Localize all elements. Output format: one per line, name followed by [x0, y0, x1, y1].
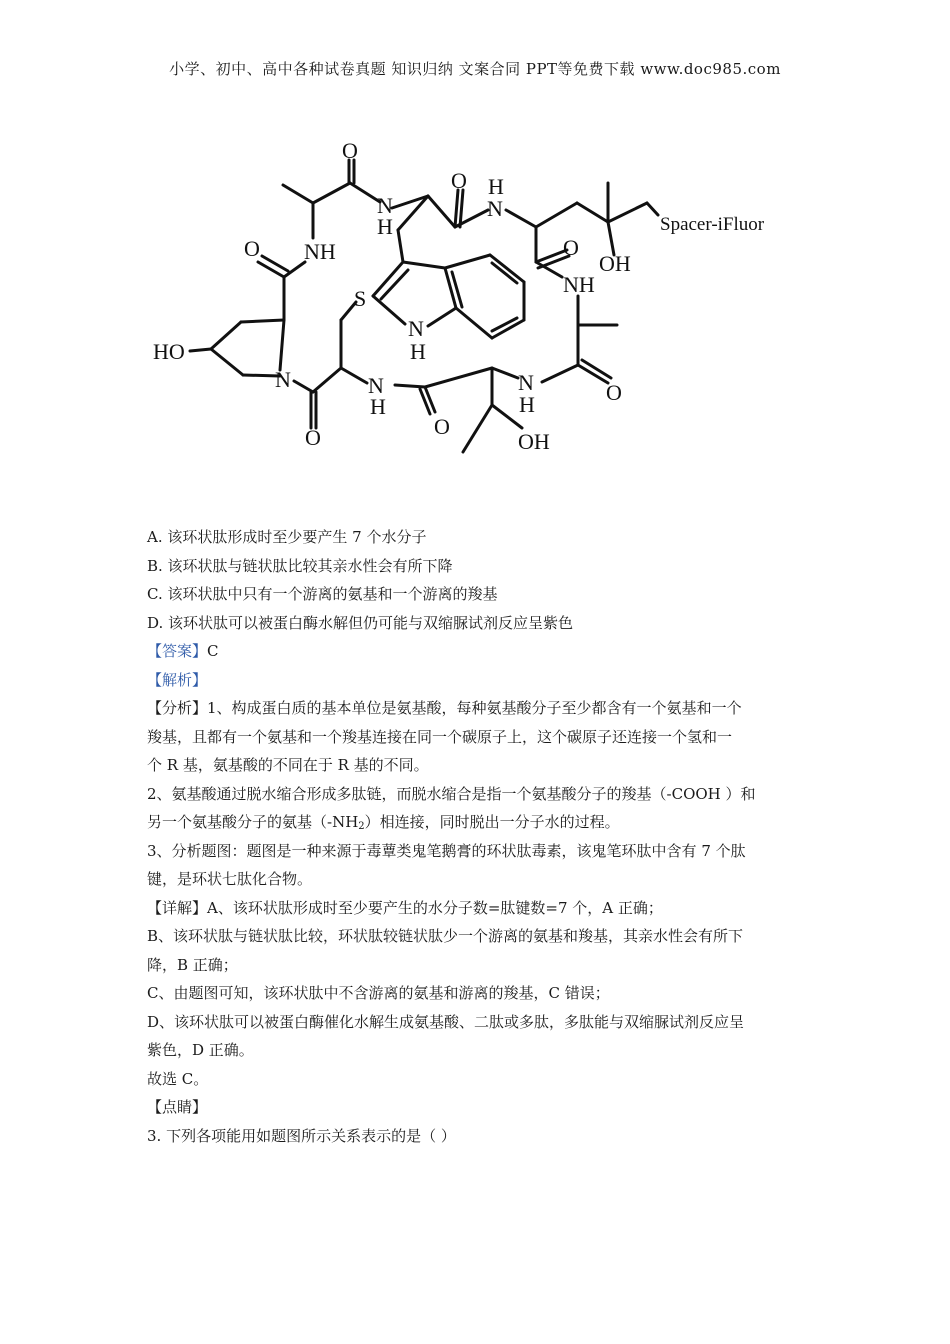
detail-tag: 【详解】: [147, 898, 208, 917]
amide-nh-left: NH: [304, 239, 336, 264]
detail-line-6: 紫色，D 正确。: [147, 1041, 254, 1059]
detail-line-4: C、由题图可知，该环状肽中不含游离的氨基和游离的羧基，C 错误；: [147, 984, 610, 1002]
thioether-s: S: [354, 286, 367, 311]
amide-h-bottom-2: H: [519, 392, 535, 417]
page-header: 小学、初中、高中各种试卷真题 知识归纳 文案合同 PPT等免费下载 www.doc985.com: [169, 60, 781, 78]
carbonyl-o-2: O: [451, 168, 467, 193]
option-b: B. 该环状肽与链状肽比较其亲水性会有所下降: [147, 556, 453, 575]
detail-line-5: D、该环状肽可以被蛋白酶催化水解生成氨基酸、二肽或多肽，多肽能与双缩脲试剂反应呈: [147, 1012, 745, 1031]
comment-heading: 【点睛】: [147, 1098, 208, 1116]
next-question: 3. 下列各项能用如题图所示关系表示的是（ ）: [147, 1126, 456, 1145]
carbonyl-o-1: O: [342, 138, 358, 163]
question-content: [147, 523, 812, 1150]
detail-line-7: 故选 C。: [147, 1069, 209, 1088]
detail-line-1: [147, 894, 812, 923]
amide-n-bottom-2: N: [518, 370, 534, 395]
option-c: C. 该环状肽中只有一个游离的氨基和一个游离的羧基: [147, 585, 498, 603]
analysis-line-7: 键，是环状七肽化合物。: [147, 870, 313, 888]
analysis-line-6: 3、分析题图：题图是一种来源于毒蕈类鬼笔鹅膏的环状肽毒素，该鬼笔环肽中含有 7 个肽: [147, 841, 746, 860]
analysis-tag: 【解析】: [147, 670, 208, 689]
detail-line-2: B、该环状肽与链状肽比较，环状肽较链状肽少一个游离的氨基和羧基，其亲水性会有所下: [147, 927, 744, 945]
answer-line: [147, 637, 812, 666]
hydroxyl-oh-bottom: OH: [518, 429, 550, 454]
analysis-line-5: [147, 808, 812, 837]
amide-h-bottom-1: H: [370, 394, 386, 419]
carbonyl-o-4: O: [563, 235, 579, 260]
nh2-subscript: 2: [358, 821, 365, 832]
carbonyl-o-3: O: [244, 236, 260, 261]
answer-tag: 【答案】: [147, 642, 208, 660]
carbonyl-o-7: O: [305, 425, 321, 450]
option-d: D. 该环状肽可以被蛋白酶水解但仍可能与双缩脲试剂反应呈紫色: [147, 613, 574, 632]
detail-line-3: 降，B 正确；: [147, 955, 238, 974]
amide-n-bottom-1: N: [368, 373, 384, 398]
analysis-line-2: 羧基，且都有一个氨基和一个羧基连接在同一个碳原子上，这个碳原子还连接一个氢和一: [147, 727, 733, 746]
option-a: A. 该环状肽形成时至少要产生 7 个水分子: [147, 528, 427, 546]
cyclic-peptide-structure: [140, 135, 800, 470]
amide-h-top: H: [488, 174, 504, 199]
analysis-heading: [147, 666, 812, 695]
analysis-text-1: 1、构成蛋白质的基本单位是氨基酸，每种氨基酸分子至少都含有一个氨基和一个: [207, 699, 742, 717]
amide-n-top: N: [377, 193, 393, 218]
analysis-text-5a: 另一个氨基酸分子的氨基（-NH: [147, 813, 359, 831]
analysis-line-4: 2、氨基酸通过脱水缩合形成多肽链，而脱水缩合是指一个氨基酸分子的羧基（-COOH ）和: [147, 784, 756, 803]
analysis-line-3: 个 R 基，氨基酸的不同在于 R 基的不同。: [147, 756, 429, 774]
analysis-line-1: [147, 694, 812, 723]
indole-n: N: [408, 316, 424, 341]
answer-value: C: [207, 642, 219, 660]
hydroxyl-oh-top: OH: [599, 251, 631, 276]
amide-nh-right: NH: [563, 272, 595, 297]
analysis-text-5b: ）相连接，同时脱出一分子水的过程。: [364, 813, 620, 831]
spacer-ifluor-label: Spacer-iFluor: [660, 214, 765, 235]
amide-n-top-right: N: [487, 196, 503, 221]
detail-text-1: A、该环状肽形成时至少要产生的水分子数=肽键数=7 个，A 正确；: [207, 898, 663, 917]
analysis-fenxi-tag: 【分析】: [147, 699, 208, 717]
carbonyl-o-6: O: [434, 414, 450, 439]
hydroxyl-ho-left: HO: [153, 339, 185, 364]
amide-h-top-left: H: [377, 214, 393, 239]
indole-h: H: [410, 339, 426, 364]
proline-n: N: [275, 367, 291, 392]
carbonyl-o-5: O: [606, 380, 622, 405]
